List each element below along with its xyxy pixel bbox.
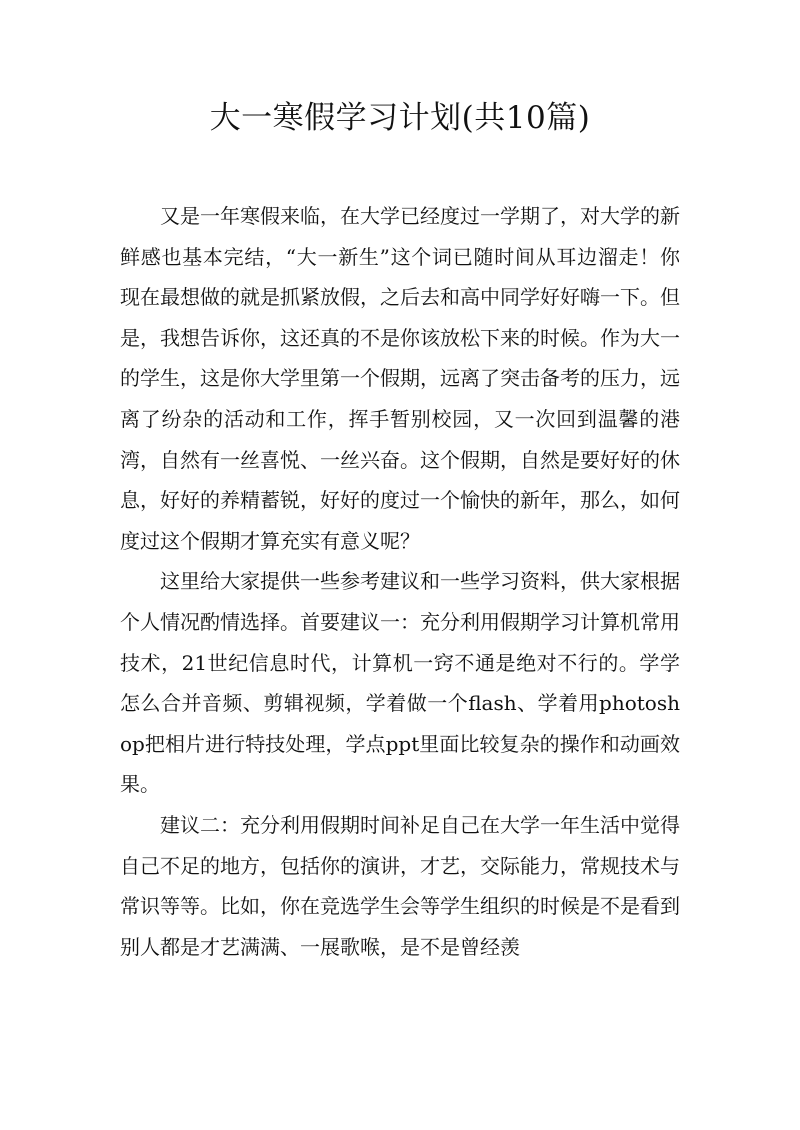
paragraph-suggestion-one: 这里给大家提供一些参考建议和一些学习资料，供大家根据个人情况酌情选择。首要建议一：充分利用假期学习计算机常用技术，21世纪信息时代，计算机一窍不通是绝对不行的。学学怎么合并音频、剪辑视频，学着做一个flash、学着用photoshop把相片进行特技处理，学点ppt里面比较复杂的操作和动画效果。 (120, 569, 680, 797)
document-body (120, 196, 680, 967)
document-title: 大一寒假学习计划(共10篇) (209, 100, 591, 136)
paragraph-intro: 又是一年寒假来临，在大学已经度过一学期了，对大学的新鲜感也基本完结，“大一新生”这个词已随时间从耳边溜走！你现在最想做的就是抓紧放假，之后去和高中同学好好嗨一下。但是，我想告诉你，这还真的不是你该放松下来的时候。作为大一的学生，这是你大学里第一个假期，远离了突击备考的压力，远离了纷杂的活动和工作，挥手暂别校园，又一次回到温馨的港湾，自然有一丝喜悦、一丝兴奋。这个假期，自然是要好好的休息，好好的养精蓄锐，好好的度过一个愉快的新年，那么，如何度过这个假期才算充实有意义呢？ (120, 204, 680, 553)
paragraph-suggestion-two: 建议二：充分利用假期时间补足自己在大学一年生活中觉得自己不足的地方，包括你的演讲，才艺，交际能力，常规技术与常识等等。比如，你在竞选学生会等学生组织的时候是不是看到别人都是才艺满满、一展歌喉，是不是曾经羡 (120, 812, 680, 959)
